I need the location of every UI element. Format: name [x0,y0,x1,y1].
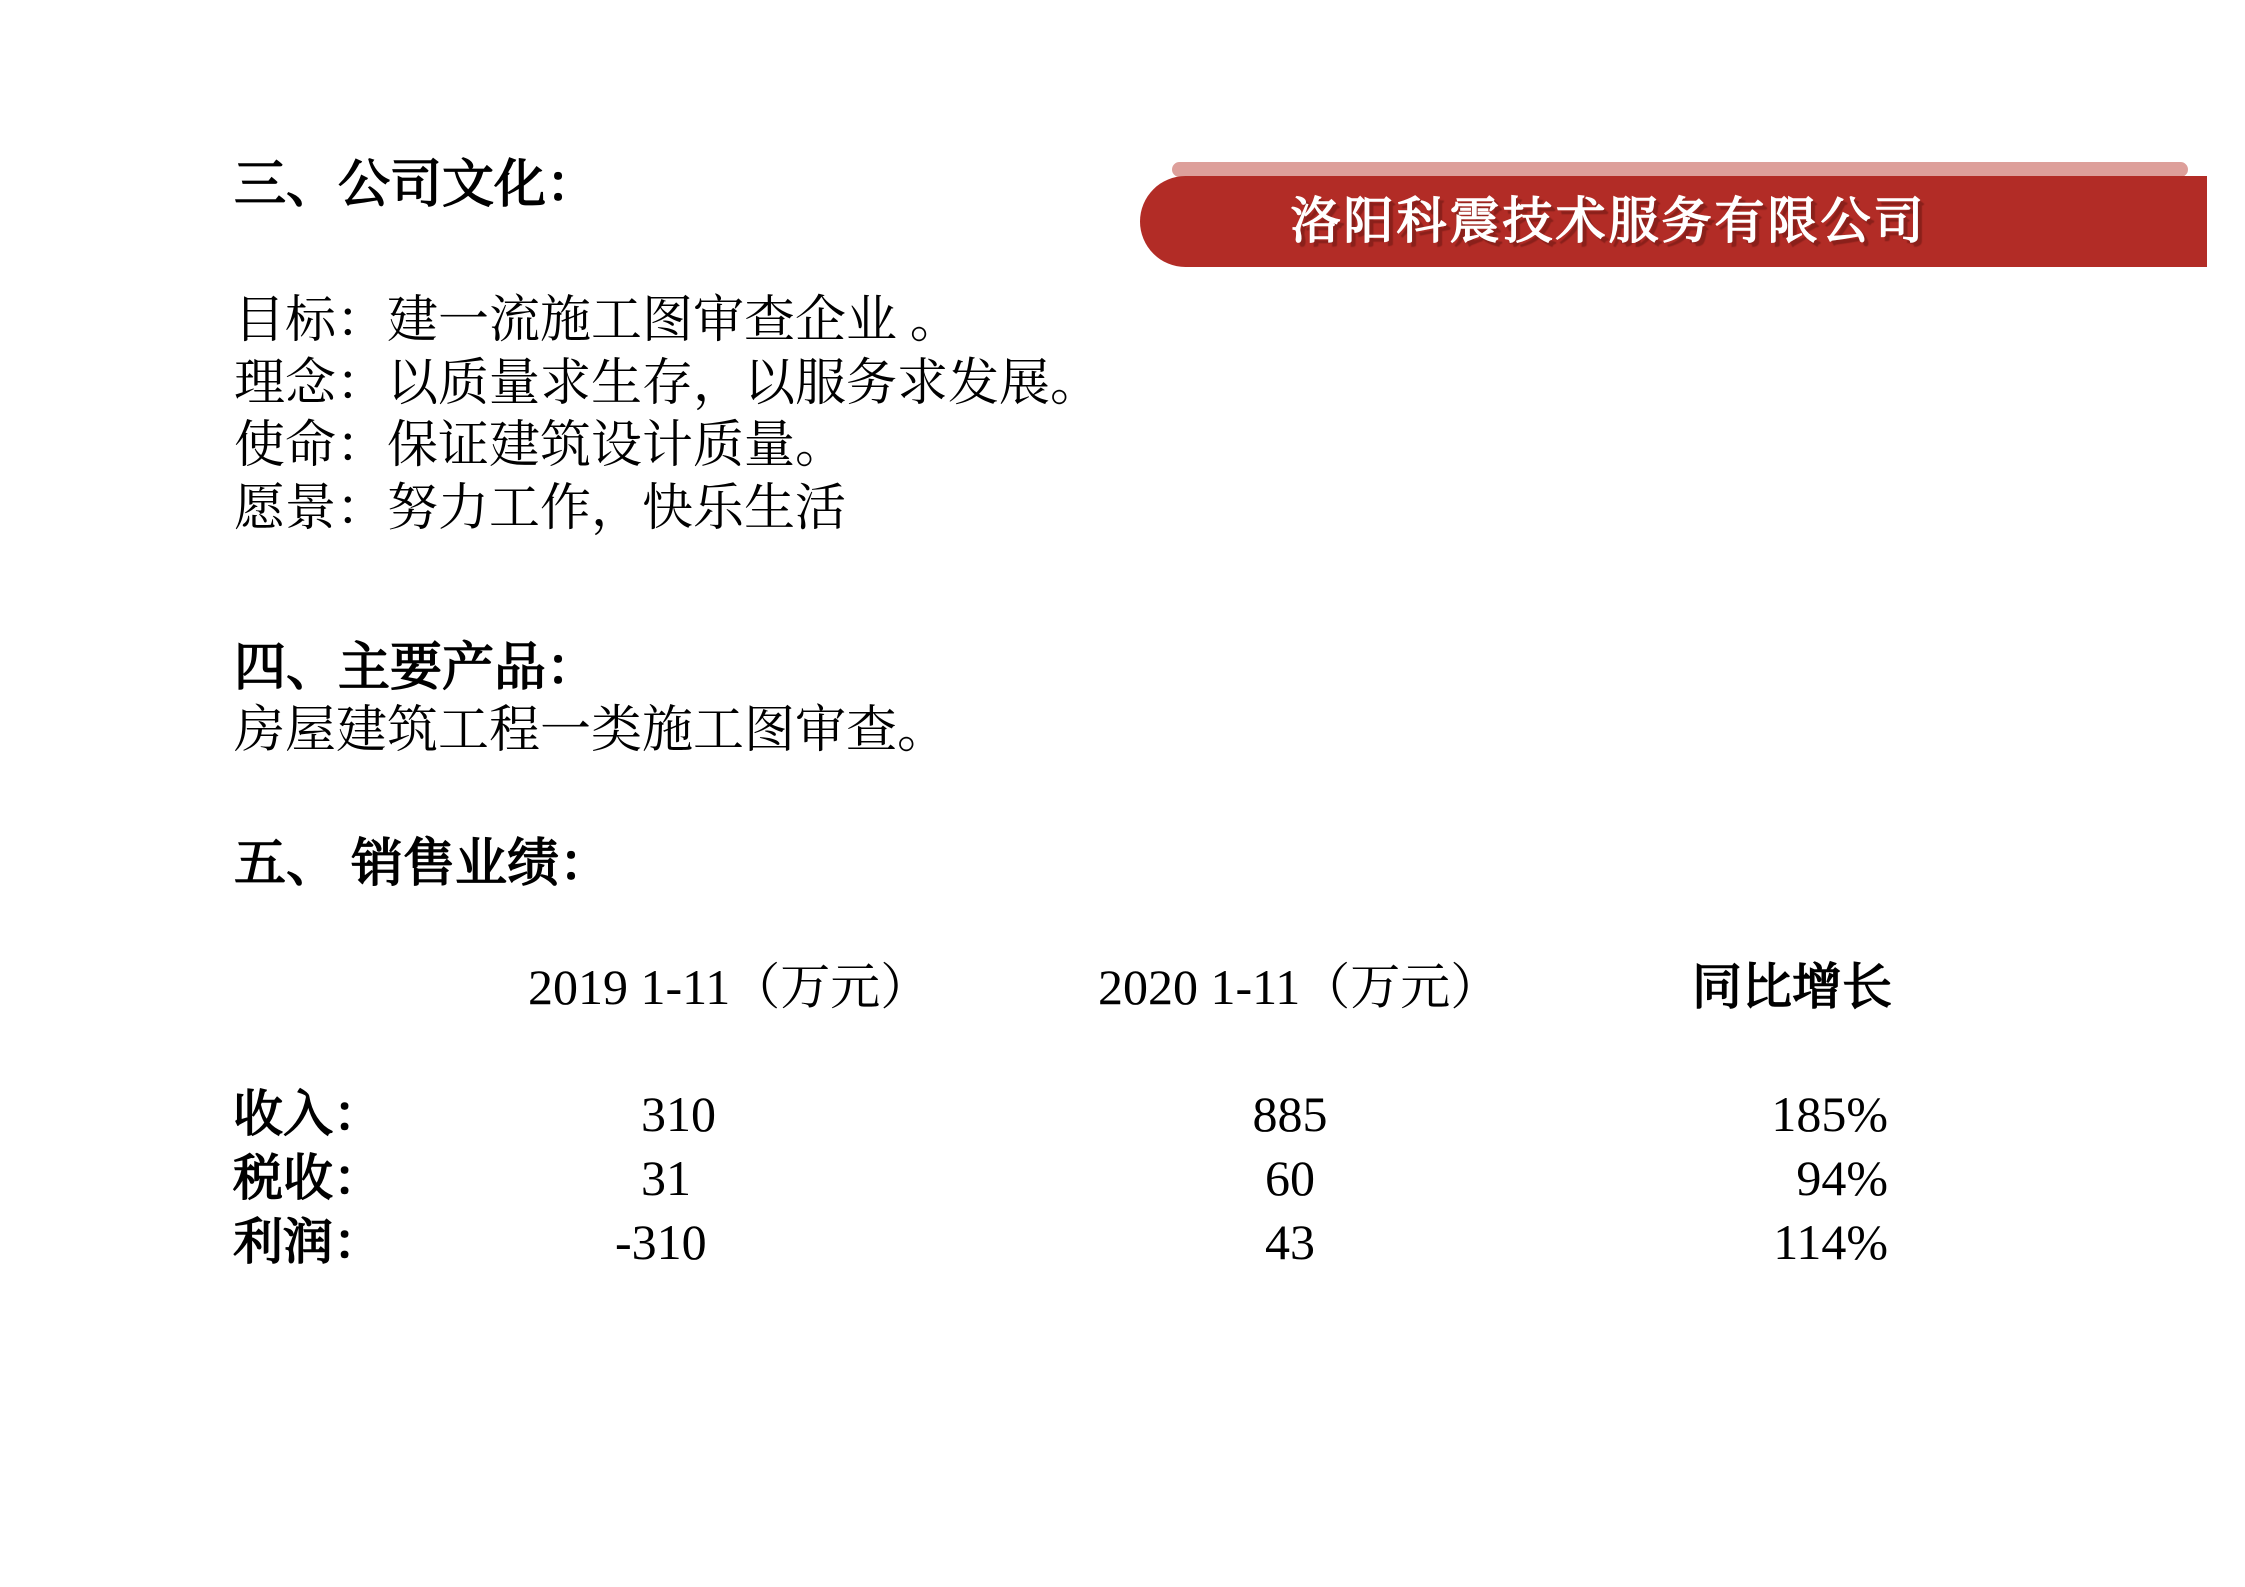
section-sales-heading: 五、 销售业绩： [234,836,612,893]
column-header-2020: 2020 1-11（万元） [1098,959,1501,1015]
products-line: 房屋建筑工程一类施工图审查。 [234,703,949,759]
company-name: 洛阳科震技术服务有限公司 [1290,193,1927,249]
section-culture-heading: 三、公司文化： [234,157,599,214]
culture-line-goal: 目标：建一流施工图审查企业 。 [234,293,961,349]
tax-growth-value: 94% [1796,1150,1888,1206]
column-header-growth: 同比增长 [1692,959,1892,1015]
profit-2019-value: -310 [615,1214,707,1270]
tax-2020-value: 60 [1265,1150,1315,1206]
profit-growth-value: 114% [1773,1214,1888,1270]
row-label-tax: 税收： [233,1150,383,1206]
tax-2019-value: 31 [641,1150,691,1206]
culture-line-mission: 使命：保证建筑设计质量。 [234,418,847,474]
profit-2020-value: 43 [1265,1214,1315,1270]
culture-line-philosophy: 理念：以质量求生存，以服务求发展。 [234,355,1102,412]
income-2019-value: 310 [641,1086,716,1142]
company-banner [1140,176,2207,267]
income-growth-value: 185% [1771,1086,1888,1142]
row-label-income: 收入： [233,1086,383,1142]
column-header-2019: 2019 1-11（万元） [528,959,931,1015]
row-label-profit: 利润： [233,1214,383,1270]
culture-paragraph [234,290,1101,540]
section-products-heading: 四、主要产品： [234,640,599,697]
income-2020-value: 885 [1252,1086,1328,1142]
culture-line-vision: 愿景：努力工作，快乐生活 [234,480,847,537]
banner-highlight-strip [1172,162,2188,177]
